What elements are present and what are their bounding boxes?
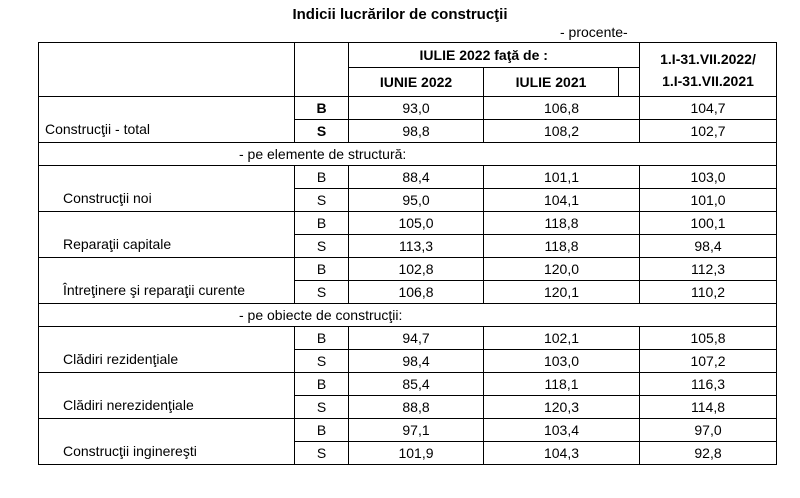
value-cell: 120,1	[484, 281, 640, 304]
value-cell: 108,2	[484, 120, 640, 143]
page-title: Indicii lucrărilor de construcţii	[292, 6, 508, 23]
table-row	[39, 419, 777, 442]
value-cell: 97,0	[640, 419, 777, 442]
value-cell: 93,0	[349, 97, 484, 120]
header-spacer	[619, 43, 640, 68]
row-label: Reparaţii capitale	[39, 212, 295, 258]
value-cell: 101,9	[349, 442, 484, 465]
row-label: Construcţii noi	[39, 166, 295, 212]
header-col1: IUNIE 2022	[349, 68, 484, 97]
sign-cell: S	[295, 235, 349, 258]
header-empty-cell	[39, 43, 295, 97]
value-cell: 118,8	[484, 212, 640, 235]
value-cell: 118,8	[484, 235, 640, 258]
header-cumulative-period	[640, 43, 777, 97]
header-sign-cell	[295, 43, 349, 97]
table-row	[39, 373, 777, 396]
sign-cell: S	[295, 442, 349, 465]
header-group-label: IULIE 2022 faţă de :	[349, 43, 619, 68]
value-cell: 98,8	[349, 120, 484, 143]
section-label: - pe elemente de structură:	[39, 143, 777, 166]
value-cell: 102,8	[349, 258, 484, 281]
value-cell: 120,3	[484, 396, 640, 419]
value-cell: 104,7	[640, 97, 777, 120]
value-cell: 101,1	[484, 166, 640, 189]
value-cell: 113,3	[349, 235, 484, 258]
value-cell: 103,0	[640, 166, 777, 189]
header-col3-line1: 1.I-31.VII.2022/	[660, 50, 756, 67]
unit-label: - procente-	[560, 24, 628, 40]
table-row	[39, 212, 777, 235]
sign-cell: S	[295, 396, 349, 419]
table-row	[39, 327, 777, 350]
value-cell: 88,8	[349, 396, 484, 419]
value-cell: 110,2	[640, 281, 777, 304]
value-cell: 107,2	[640, 350, 777, 373]
sign-cell: B	[295, 166, 349, 189]
value-cell: 102,7	[640, 120, 777, 143]
sign-cell: B	[295, 212, 349, 235]
header-row	[39, 43, 777, 68]
value-cell: 112,3	[640, 258, 777, 281]
value-cell: 104,1	[484, 189, 640, 212]
header-col3-line2: 1.I-31.VII.2021	[662, 72, 754, 89]
value-cell: 100,1	[640, 212, 777, 235]
value-cell: 98,4	[640, 235, 777, 258]
value-cell: 105,0	[349, 212, 484, 235]
value-cell: 103,0	[484, 350, 640, 373]
sign-cell: S	[295, 350, 349, 373]
table-row	[39, 97, 777, 120]
header-spacer-2	[619, 68, 640, 97]
section-row	[39, 143, 777, 166]
value-cell: 106,8	[349, 281, 484, 304]
value-cell: 85,4	[349, 373, 484, 396]
sign-cell: S	[295, 120, 349, 143]
section-label: - pe obiecte de construcţii:	[39, 304, 777, 327]
sign-cell: B	[295, 419, 349, 442]
row-label: Clădiri rezidenţiale	[39, 327, 295, 373]
header-col2: IULIE 2021	[484, 68, 619, 97]
sign-cell: B	[295, 258, 349, 281]
sign-cell: B	[295, 327, 349, 350]
value-cell: 102,1	[484, 327, 640, 350]
value-cell: 118,1	[484, 373, 640, 396]
sign-cell: S	[295, 189, 349, 212]
value-cell: 98,4	[349, 350, 484, 373]
construction-indices-table	[38, 42, 777, 465]
table-row	[39, 166, 777, 189]
value-cell: 94,7	[349, 327, 484, 350]
value-cell: 105,8	[640, 327, 777, 350]
value-cell: 95,0	[349, 189, 484, 212]
value-cell: 103,4	[484, 419, 640, 442]
value-cell: 101,0	[640, 189, 777, 212]
value-cell: 120,0	[484, 258, 640, 281]
row-label: Clădiri nerezidenţiale	[39, 373, 295, 419]
value-cell: 104,3	[484, 442, 640, 465]
section-row	[39, 304, 777, 327]
table-row	[39, 258, 777, 281]
value-cell: 97,1	[349, 419, 484, 442]
value-cell: 92,8	[640, 442, 777, 465]
value-cell: 106,8	[484, 97, 640, 120]
row-label: Întreţinere şi reparaţii curente	[39, 258, 295, 304]
value-cell: 114,8	[640, 396, 777, 419]
row-label-total: Construcţii - total	[39, 97, 295, 143]
value-cell: 116,3	[640, 373, 777, 396]
sign-cell: S	[295, 281, 349, 304]
value-cell: 88,4	[349, 166, 484, 189]
sign-cell: B	[295, 373, 349, 396]
sign-cell: B	[295, 97, 349, 120]
row-label: Construcţii inginereşti	[39, 419, 295, 465]
